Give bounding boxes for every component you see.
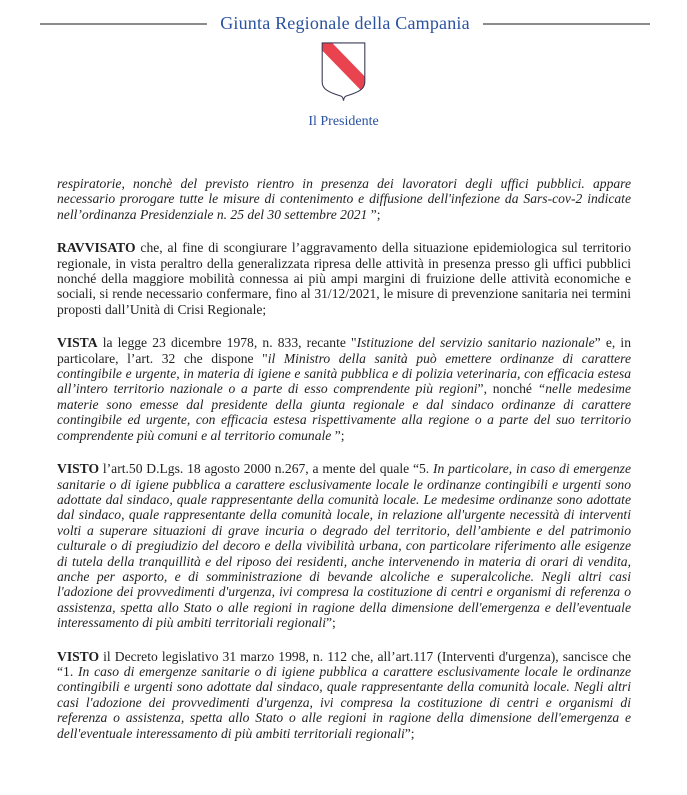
paragraph-premessa: respiratorie, nonchè del previsto rientro in presenza dei lavoratori degli uffici pubblici. appare necessario prorogare tutte le misure di contenimento e diffusione dell'infezione da Sars-cov-2 indicate nell’ordinanza Presidenziale n. 25 del 30 settembre 2021 ”; (57, 176, 631, 222)
header-rule-left (40, 23, 207, 25)
header-rule-row (0, 0, 687, 34)
crest-shield (320, 41, 367, 103)
paragraph-ravvisato: RAVVISATO che, al fine di scongiurare l’aggravamento della situazione epidemiologica sul territorio regionale, in vista peraltro della generalizzata ripresa delle attività in presenza presso gli uffici pubblici nonché della maggiore mobilità connessa ai più ampi margini di fruizione delle attività economiche e sociali, si rende necessario confermare, fino al 31/12/2021, le misure di prevenzione sanitaria nei termini proposti dall’Unità di Crisi Regionale; (57, 240, 631, 317)
letterhead (0, 0, 687, 130)
campania-crest-icon (0, 41, 687, 103)
page-title: Giunta Regionale della Campania (220, 13, 470, 33)
header-rule-right (483, 23, 650, 25)
paragraph-visto-dlgs-112: VISTO il Decreto legislativo 31 marzo 1998, n. 112 che, all’art.117 (Interventi d'urgenza), sancisce che “1. In caso di emergenze sanitarie o di igiene pubblica a carattere esclusivamente locale le ordinanze contingibili e urgenti sono adottate dal sindaco, quale rappresentante della comunità locale. Negli altri casi l'adozione dei provvedimenti d'urgenza, ivi compresa la costituzione di centri e organismi di referenza o assistenza, spetta allo Stato o alle regioni in ragione della dimensione dell'emergenza e dell'eventuale interessamento di più ambiti territoriali regionali”; (57, 648, 631, 741)
paragraph-vista-legge-833: VISTA la legge 23 dicembre 1978, n. 833, recante "Istituzione del servizio sanitario nazionale” e, in particolare, l’art. 32 che dispone "il Ministro della sanità può emettere ordinanze di carattere contingibile e urgente, in materia di igiene e sanità pubblica e di polizia veterinaria, con efficacia estesa all’intero territorio nazionale o a parte di esso comprendente più regioni”, nonché “nelle medesime materie sono emesse dal presidente della giunta regionale e dal sindaco ordinanze di carattere contingibile ed urgente, con efficacia estesa rispettivamente alla regione o a parte del suo territorio comprendente più comuni e al territorio comunale ”; (57, 335, 631, 443)
subtitle-il-presidente: Il Presidente (308, 114, 379, 129)
document-body (57, 176, 631, 741)
paragraph-visto-dlgs-267: VISTO l’art.50 D.Lgs. 18 agosto 2000 n.267, a mente del quale “5. In particolare, in caso di emergenze sanitarie o di igiene pubblica a carattere esclusivamente locale le ordinanze contingibili e urgenti sono adottate dal sindaco, quale rappresentante della comunità locale. Le medesime ordinanze sono adottate dal sindaco, quale rappresentante della comunità locale, in relazione all'urgente necessità di interventi volti a superare situazioni di grave incuria o degrado del territorio, dell’ambiente e del patrimonio culturale o di pregiudizio del decoro e della vivibilità urbana, con particolare riferimento alle esigenze di tutela della tranquillità e del riposo dei residenti, anche intervenendo in materia di orari di vendita, anche per asporto, e di somministrazione di bevande alcoliche e superalcoliche. Negli altri casi l'adozione dei provvedimenti d'urgenza, ivi compresa la costituzione di centri e organismi di referenza o assistenza, spetta allo Stato o alle regioni in ragione della dimensione dell'emergenza e dell'eventuale interessamento di più ambiti territoriali regionali”; (57, 461, 632, 631)
